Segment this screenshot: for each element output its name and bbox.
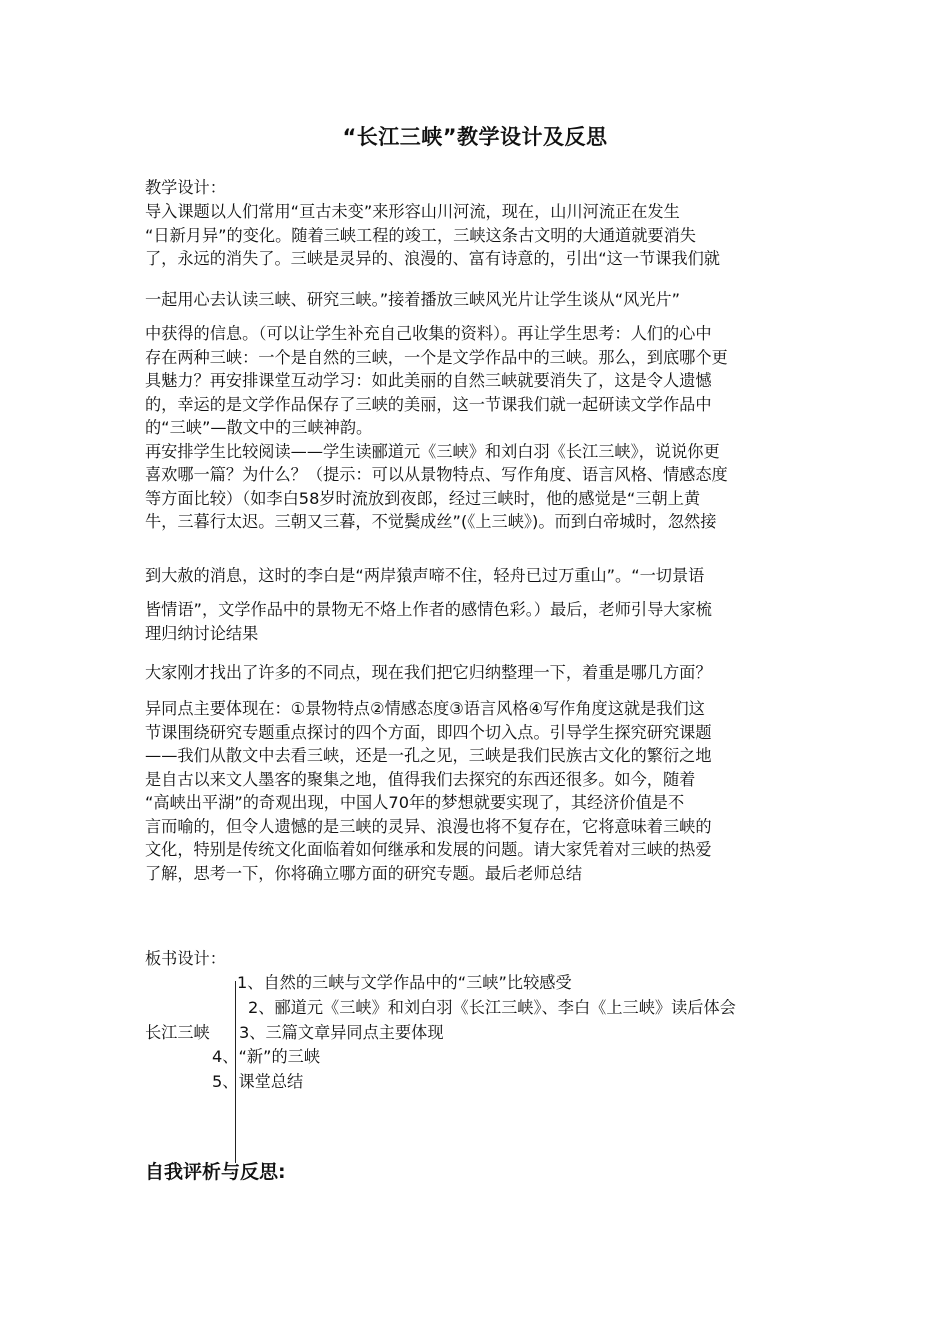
text-line: 等方面比较）（如李白58岁时流放到夜郎，经过三峡时，他的感觉是“三朝上黄 bbox=[145, 488, 701, 508]
paragraph-emotion bbox=[145, 598, 811, 645]
board-item: 5、课堂总结 bbox=[212, 1072, 304, 1091]
text-line: 的“三峡”—散文中的三峡神韵。 bbox=[145, 418, 373, 437]
text-line: 一起用心去认读三峡、研究三峡。”接着播放三峡风光片让学生谈从“风光片” bbox=[145, 290, 681, 309]
paragraph-intro bbox=[145, 200, 811, 271]
text-line: 到大赦的消息，这时的李白是“两岸猿声啼不住，轻舟已过万重山”。“一切景语 bbox=[145, 566, 705, 585]
paragraph-intro-cont bbox=[145, 288, 811, 312]
text-line: 言而喻的，但令人遗憾的是三峡的灵异、浪漫也将不复存在，它将意味着三峡的 bbox=[145, 816, 712, 836]
paragraph-libai bbox=[145, 564, 811, 588]
board-center-label: 长江三峡 bbox=[145, 1023, 210, 1042]
text-line: 具魅力？再安排课堂互动学习：如此美丽的自然三峡就要消失了，这是令人遗憾 bbox=[145, 371, 712, 390]
text-line: 理归纳讨论结果 bbox=[145, 623, 259, 643]
text-line: 异同点主要体现在：①景物特点②情感态度③语言风格④写作角度这就是我们这 bbox=[145, 699, 705, 718]
text-line: 是自古以来文人墨客的聚集之地，值得我们去探究的东西还很多。如今，随着 bbox=[145, 769, 696, 789]
text-line: “高峡出平湖”的奇观出现，中国人70年的梦想就要实现了，其经济价值是不 bbox=[145, 793, 685, 812]
board-design-label: 板书设计： bbox=[145, 949, 226, 968]
text-line: 大家刚才找出了许多的不同点，现在我们把它归纳整理一下，着重是哪几方面？ bbox=[145, 663, 712, 682]
text-line: 了解，思考一下，你将确立哪方面的研究专题。最后老师总结 bbox=[145, 863, 583, 883]
text-line: 的，幸运的是文学作品保存了三峡的美丽，这一节课我们就一起研读文学作品中 bbox=[145, 394, 712, 414]
paragraph-differences bbox=[145, 697, 811, 885]
text-line: 节课围绕研究专题重点探讨的四个方面，即四个切入点。引导学生探究研究课题 bbox=[145, 722, 712, 742]
text-line: 喜欢哪一篇？为什么？（提示：可以从景物特点、写作角度、语言风格、情感态度 bbox=[145, 465, 728, 484]
reflection-heading: 自我评析与反思: bbox=[145, 1161, 286, 1183]
board-item: 4、“新”的三峡 bbox=[212, 1047, 321, 1066]
design-label: 教学设计： bbox=[145, 178, 226, 197]
board-item: 1、自然的三峡与文学作品中的“三峡”比较感受 bbox=[237, 973, 572, 992]
text-line: 了，永远的消失了。三峡是灵异的、浪漫的、富有诗意的，引出“这一节课我们就 bbox=[145, 249, 720, 268]
text-line: 文化，特别是传统文化面临着如何继承和发展的问题。请大家凭着对三峡的热爱 bbox=[145, 840, 712, 859]
text-line: “日新月异”的变化。随着三峡工程的竣工，三峡这条古文明的大通道就要消失 bbox=[145, 225, 696, 245]
text-line: 中获得的信息。（可以让学生补充自己收集的资料）。再让学生思考：人们的心中 bbox=[145, 324, 712, 343]
text-line: ——我们从散文中去看三峡，还是一孔之见，三峡是我们民族古文化的繁衍之地 bbox=[145, 746, 712, 765]
paragraph-summary-question bbox=[145, 661, 811, 685]
text-line: 导入课题以人们常用“亘古未变”来形容山川河流，现在，山川河流正在发生 bbox=[145, 202, 680, 221]
text-line: 牛，三暮行太迟。三朝又三暮，不觉鬓成丝”(《上三峡》)。而到白帝城时，忽然接 bbox=[145, 512, 717, 531]
text-line: 皆情语”，文学作品中的景物无不烙上作者的感情色彩。）最后，老师引导大家梳 bbox=[145, 600, 712, 619]
paragraph-discussion bbox=[145, 322, 811, 534]
text-line: 存在两种三峡：一个是自然的三峡，一个是文学作品中的三峡。那么，到底哪个更 bbox=[145, 347, 728, 367]
text-line: 再安排学生比较阅读——学生读郦道元《三峡》和刘白羽《长江三峡》，说说你更 bbox=[145, 441, 720, 461]
page-title: “长江三峡”教学设计及反思 bbox=[342, 125, 608, 149]
board-item: 3、三篇文章异同点主要体现 bbox=[239, 1023, 444, 1042]
board-item: 2、郦道元《三峡》和刘白羽《长江三峡》、李白《上三峡》读后体会 bbox=[248, 998, 736, 1017]
